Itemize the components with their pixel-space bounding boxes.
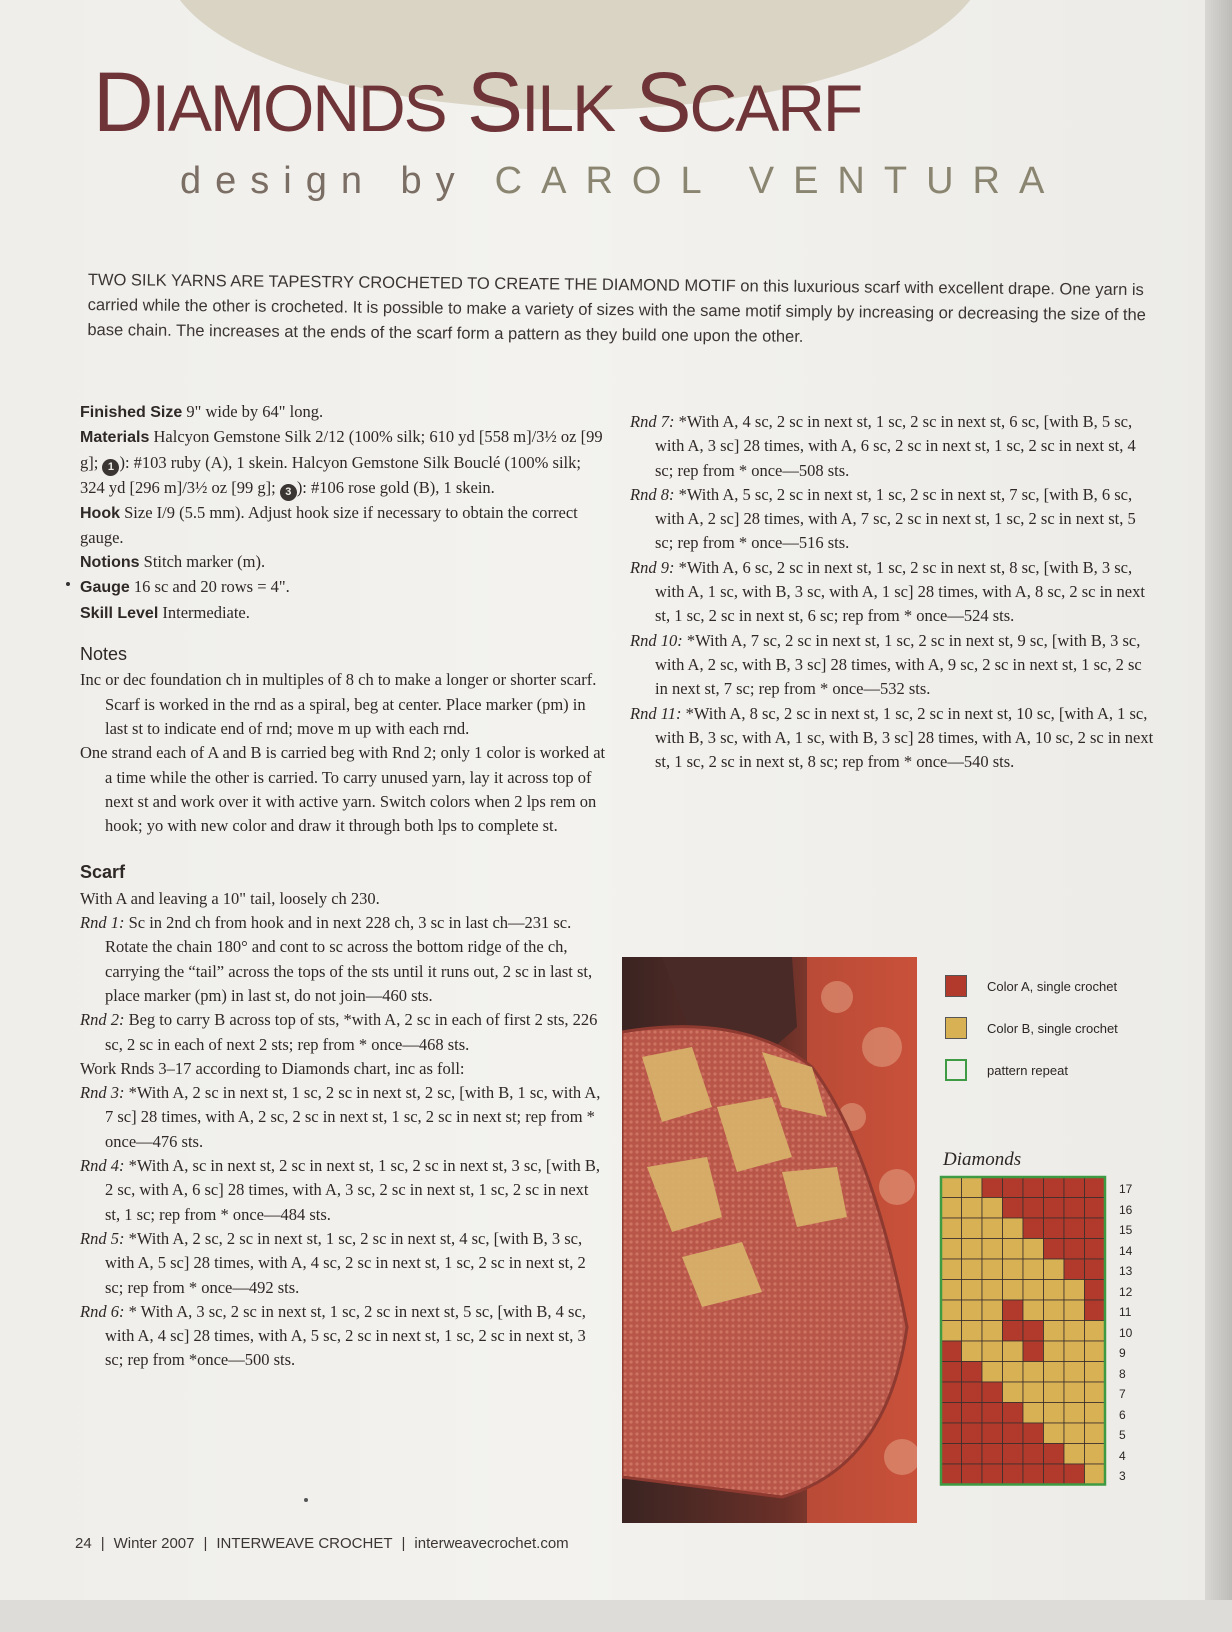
round-text: *With A, 6 sc, 2 sc in next st, 1 sc, 2 sc in next st, 8 sc, [with B, 3 sc, with A, 1 sc, with B, 3 sc, with A, 1 sc] 28 times, with A, 8 sc, 2 sc in next st, 1 sc, 2 sc in next st, 6 sc; rep from * once—524 sts. xyxy=(655,557,1145,626)
chart-cell xyxy=(1085,1423,1106,1444)
chart-cell xyxy=(962,1444,983,1465)
page-number: 24 xyxy=(75,1535,92,1552)
spec-text: ): #106 rose gold (B), 1 skein. xyxy=(296,477,495,497)
chart-cell xyxy=(1085,1177,1106,1198)
scarf-photo xyxy=(622,957,917,1523)
chart-cell xyxy=(982,1464,1003,1485)
intro-lead: TWO SILK YARNS ARE TAPESTRY CROCHETED TO CREATE THE DIAMOND MOTIF xyxy=(87,270,736,296)
chart-cell xyxy=(982,1341,1003,1362)
chart-cell xyxy=(941,1403,962,1424)
chart-cell xyxy=(1044,1300,1065,1321)
round-label: Rnd 5: xyxy=(80,1228,125,1248)
footer-separator: | xyxy=(203,1535,208,1552)
chart-cell xyxy=(1085,1259,1106,1280)
magazine-name: INTERWEAVE CROCHET xyxy=(216,1535,393,1552)
byline-author: CAROL VENTURA xyxy=(494,160,1064,202)
round-instruction xyxy=(630,702,1155,775)
chart-cell xyxy=(1023,1341,1044,1362)
chart-cell xyxy=(1085,1280,1106,1301)
legend-swatch-color-a xyxy=(945,975,967,997)
chart-cell xyxy=(1064,1198,1085,1219)
chart-cell xyxy=(1003,1362,1024,1383)
chart-cell xyxy=(1064,1300,1085,1321)
chart-cell xyxy=(982,1177,1003,1198)
chart-cell xyxy=(1023,1464,1044,1485)
chart-cell xyxy=(1064,1259,1085,1280)
chart-cell xyxy=(1003,1198,1024,1219)
round-text: *With A, 4 sc, 2 sc in next st, 1 sc, 2 sc in next st, 6 sc, [with B, 5 sc, with A, 3 sc] 28 times, with A, 6 sc, 2 sc in next st, 1 sc, 2 sc in next st, 4 sc; rep from * once—508 sts. xyxy=(655,412,1136,480)
chart-cell xyxy=(982,1321,1003,1342)
chart-cell xyxy=(941,1300,962,1321)
round-text: Beg to carry B across top of sts, *with A, 2 sc in each of first 2 sts, 226 sc, 2 sc in each of next 2 sts; rep from * once—468 sts. xyxy=(105,1010,598,1054)
spec-label: Finished Size xyxy=(80,404,183,421)
chart-cell xyxy=(962,1403,983,1424)
chart-cell xyxy=(982,1403,1003,1424)
chart-row-label: 4 xyxy=(1119,1448,1126,1463)
chart-cell xyxy=(941,1362,962,1383)
chart-cell xyxy=(1085,1464,1106,1485)
yarn-weight-icon: 1 xyxy=(102,459,119,476)
chart-cell xyxy=(1064,1362,1085,1383)
round-instruction xyxy=(630,410,1155,483)
round-instruction xyxy=(630,556,1155,629)
chart-row-label: 8 xyxy=(1119,1366,1126,1381)
chart-cell xyxy=(962,1341,983,1362)
spec-hook xyxy=(80,501,607,551)
chart-cell xyxy=(982,1280,1003,1301)
chart-cell xyxy=(1044,1198,1065,1219)
title-word: IAMONDS xyxy=(151,71,446,145)
round-instruction xyxy=(630,629,1155,702)
footer-separator: | xyxy=(401,1535,406,1552)
chart-cell xyxy=(962,1218,983,1239)
notes-paragraph: One strand each of A and B is carried beg with Rnd 2; only 1 color is worked at a time while the other is carried. To carry unused yarn, lay it across top of next st and work over it with active yarn. Switch colors when 2 lps rem on hook; yo with new color and draw it through both lps to complete st. xyxy=(80,743,606,836)
chart-cell xyxy=(1003,1280,1024,1301)
chart-row-label: 17 xyxy=(1119,1182,1133,1196)
byline xyxy=(180,160,1063,203)
legend-label: pattern repeat xyxy=(987,1063,1068,1078)
round-text: *With A, 2 sc in next st, 1 sc, 2 sc in next st, 2 sc, [with B, 1 sc, with A, 7 sc] 28 times, with A, 2 sc, 2 sc in next st, 1 sc, 2 sc in next st; rep from * once—476 sts. xyxy=(105,1083,601,1151)
chart-row-label: 14 xyxy=(1119,1243,1133,1258)
round-text: *With A, 2 sc, 2 sc in next st, 1 sc, 2 sc in next st, 4 sc, [with B, 3 sc, with A, 5 sc] 28 times, with A, 4 sc, 2 sc in next st, 1 sc, 2 sc in next st, 2 sc; rep from * once—492 sts. xyxy=(105,1228,586,1297)
spec-notions xyxy=(80,550,607,575)
chart-cell xyxy=(982,1239,1003,1260)
chart-cell xyxy=(941,1341,962,1362)
round-label: Rnd 11: xyxy=(630,703,682,723)
chart-title: Diamonds xyxy=(943,1149,1022,1170)
chart-cell xyxy=(1064,1423,1085,1444)
chart-cell xyxy=(941,1444,962,1465)
spec-text: ): #103 ruby (A), 1 skein. Halcyon Gemstone Silk Bouclé (100% silk; 324 yd [296 m]/3½ oz [99 g]; xyxy=(80,452,581,497)
chart-cell xyxy=(941,1382,962,1403)
spec-finished-size xyxy=(80,400,607,425)
chart-row-label: 12 xyxy=(1119,1284,1133,1299)
chart-cell xyxy=(962,1259,983,1280)
chart-cell xyxy=(1023,1177,1044,1198)
intro-text: on this luxurious scarf with excellent drape. One yarn is carried while the other is crocheted. It is possible to make a variety of sizes with the same motif simply by increasing or decreasing the size of the base chain. The increases at the ends of the scarf form a pattern as they build one upon the other. xyxy=(87,277,1146,346)
chart-cell xyxy=(1085,1218,1106,1239)
round-label: Rnd 3: xyxy=(80,1083,125,1103)
chart-cell xyxy=(1044,1239,1065,1260)
chart-cell xyxy=(1044,1280,1065,1301)
spec-materials xyxy=(80,425,607,500)
byline-prefix: design by xyxy=(180,160,469,202)
chart-cell xyxy=(982,1444,1003,1465)
spec-label: Materials xyxy=(80,429,150,447)
chart-row-label: 16 xyxy=(1119,1202,1133,1217)
round-instruction xyxy=(80,911,607,1008)
chart-cell xyxy=(982,1259,1003,1280)
chart-cell xyxy=(1003,1464,1024,1485)
round-text: *With A, 7 sc, 2 sc in next st, 1 sc, 2 sc in next st, 9 sc, [with B, 3 sc, with A, 2 sc, with B, 3 sc] 28 times, with A, 9 sc, 2 sc in next st, 1 sc, 2 sc in next st, 7 sc; rep from * once—532 sts. xyxy=(655,630,1142,699)
chart-cell xyxy=(1044,1444,1065,1465)
round-label: Rnd 7: xyxy=(630,412,675,431)
chart-cell xyxy=(1003,1300,1024,1321)
chart-cell xyxy=(1003,1259,1024,1280)
chart-cell xyxy=(1064,1444,1085,1465)
chart-cell xyxy=(962,1300,983,1321)
intro-paragraph xyxy=(87,268,1148,353)
legend-label: Color A, single crochet xyxy=(987,979,1118,994)
chart-cell xyxy=(1023,1382,1044,1403)
chart-cell xyxy=(1064,1382,1085,1403)
round-label: Rnd 9: xyxy=(630,557,675,577)
chart-cell xyxy=(941,1198,962,1219)
round-label: Rnd 6: xyxy=(80,1301,125,1321)
round-label: Rnd 4: xyxy=(80,1156,125,1176)
chart-cell xyxy=(962,1321,983,1342)
chart-cell xyxy=(962,1239,983,1260)
chart-cell xyxy=(1003,1341,1024,1362)
issue-date: Winter 2007 xyxy=(113,1535,195,1552)
chart-cell xyxy=(982,1362,1003,1383)
chart-cell xyxy=(962,1382,983,1403)
chart-cell xyxy=(1085,1321,1106,1342)
title-initial: S xyxy=(635,55,690,149)
chart-cell xyxy=(962,1362,983,1383)
round-text: *With A, 8 sc, 2 sc in next st, 1 sc, 2 sc in next st, 10 sc, [with A, 1 sc, with B, 3 sc, with A, 1 sc, with B, 3 sc] 28 times, with A, 10 sc, 2 sc in next st, 1 sc, 2 sc in next st, 8 sc; rep from * once—540 sts. xyxy=(655,703,1154,772)
chart-cell xyxy=(1085,1403,1106,1424)
spec-text: 16 sc and 20 rows = 4". xyxy=(129,577,290,597)
chart-cell xyxy=(1023,1300,1044,1321)
chart-cell xyxy=(941,1321,962,1342)
title-initial: S xyxy=(467,55,522,149)
chart-instruction: Work Rnds 3–17 according to Diamonds chart, inc as foll: xyxy=(80,1058,465,1078)
chart-cell xyxy=(1023,1259,1044,1280)
chart-cell xyxy=(1044,1321,1065,1342)
stray-mark xyxy=(304,1498,308,1502)
chart-cell xyxy=(1044,1362,1065,1383)
chart-row-label: 13 xyxy=(1119,1264,1133,1278)
chart-cell xyxy=(1044,1403,1065,1424)
round-instruction xyxy=(630,483,1155,556)
chart-cell xyxy=(1023,1444,1044,1465)
chart-cell xyxy=(962,1177,983,1198)
chart-cell xyxy=(1003,1218,1024,1239)
chart-cell xyxy=(941,1464,962,1485)
right-column xyxy=(630,410,1155,774)
chart-cell xyxy=(1023,1423,1044,1444)
chart-cell xyxy=(1023,1362,1044,1383)
chart-row-label: 10 xyxy=(1119,1325,1133,1340)
round-instruction xyxy=(80,1227,607,1300)
chart-cell xyxy=(1085,1300,1106,1321)
chart-cell xyxy=(941,1177,962,1198)
spec-text: Halcyon Gemstone Silk 2/12 (100% silk; 610 yd [558 m]/3½ oz [99 g]; xyxy=(80,427,603,472)
legend-swatch-pattern-repeat xyxy=(945,1059,967,1081)
chart-cell xyxy=(1023,1239,1044,1260)
legend-swatch-color-b xyxy=(945,1017,967,1039)
chart-cell xyxy=(1044,1382,1065,1403)
website-url: interweavecrochet.com xyxy=(414,1535,569,1552)
chart-cell xyxy=(1085,1362,1106,1383)
chart-cell xyxy=(1044,1423,1065,1444)
notes-paragraph: Inc or dec foundation ch in multiples of 8 ch to make a longer or shorter scarf. Scarf is worked in the rnd as a spiral, beg at center. Place marker (pm) in last st to indicate end of rnd; move m up with each rnd. xyxy=(80,670,597,738)
chart-cell xyxy=(982,1218,1003,1239)
spec-text: 9" wide by 64" long. xyxy=(182,402,324,421)
title-initial: D xyxy=(93,55,152,149)
chart-cell xyxy=(1085,1198,1106,1219)
chart-cell xyxy=(1064,1321,1085,1342)
chart-cell xyxy=(982,1382,1003,1403)
round-label: Rnd 8: xyxy=(630,484,675,504)
chart-cell xyxy=(941,1259,962,1280)
chart-cell xyxy=(962,1464,983,1485)
chart-cell xyxy=(1085,1239,1106,1260)
chart-cell xyxy=(1064,1218,1085,1239)
title-word: CARF xyxy=(689,71,862,145)
chart-cell xyxy=(1003,1423,1024,1444)
left-column xyxy=(80,400,607,1373)
round-text: * With A, 3 sc, 2 sc in next st, 1 sc, 2 sc in next st, 5 sc, [with B, 4 sc, with A, 4 sc] 28 times, with A, 5 sc, 2 sc in next st, 1 sc, 2 sc in next st, 3 sc; rep from *once—500 sts. xyxy=(105,1301,586,1370)
chart-cell xyxy=(1003,1321,1024,1342)
chart-cell xyxy=(982,1423,1003,1444)
chart-cell xyxy=(1044,1218,1065,1239)
round-text: *With A, sc in next st, 2 sc in next st, 1 sc, 2 sc in next st, 3 sc, [with B, 2 sc, with A, 6 sc] 28 times, with A, 3 sc, 2 sc in next st, 1 sc, 2 sc in next st, 1 sc; rep from * once—484 sts. xyxy=(105,1156,600,1224)
footer-separator: | xyxy=(100,1535,105,1552)
chart-cell xyxy=(962,1280,983,1301)
diamonds-chart-grid xyxy=(939,1175,1109,1497)
chart-cell xyxy=(1023,1198,1044,1219)
chart-cell xyxy=(1003,1403,1024,1424)
chart-cell xyxy=(1003,1177,1024,1198)
spec-gauge xyxy=(80,575,607,600)
round-label: Rnd 10: xyxy=(630,630,683,650)
round-instruction xyxy=(80,1081,607,1154)
chart-cell xyxy=(1023,1321,1044,1342)
chart-cell xyxy=(1003,1239,1024,1260)
chart-cell xyxy=(1023,1403,1044,1424)
chart-cell xyxy=(1064,1177,1085,1198)
chart-cell xyxy=(982,1300,1003,1321)
chart-cell xyxy=(1023,1218,1044,1239)
chart-cell xyxy=(1064,1341,1085,1362)
round-text: *With A, 5 sc, 2 sc in next st, 1 sc, 2 sc in next st, 7 sc, [with B, 6 sc, with A, 2 sc] 28 times, with A, 7 sc, 2 sc in next st, 1 sc, 2 sc in next st, 5 sc; rep from * once—516 sts. xyxy=(655,484,1136,553)
chart-cell xyxy=(1085,1382,1106,1403)
round-instruction xyxy=(80,1008,607,1057)
chart-cell xyxy=(1085,1341,1106,1362)
round-label: Rnd 1: xyxy=(80,913,125,933)
scarf-intro: With A and leaving a 10" tail, loosely ch 230. xyxy=(80,888,380,908)
round-instruction xyxy=(80,1154,607,1227)
spec-text: Intermediate. xyxy=(158,602,250,622)
chart-cell xyxy=(1044,1464,1065,1485)
chart-cell xyxy=(1003,1444,1024,1465)
round-instruction xyxy=(80,1300,607,1373)
chart-cell xyxy=(1044,1177,1065,1198)
stray-mark xyxy=(66,582,70,586)
page-footer xyxy=(75,1535,569,1552)
chart-cell xyxy=(1064,1464,1085,1485)
spec-label: Hook xyxy=(80,504,120,522)
chart-cell xyxy=(1064,1403,1085,1424)
spec-label: Skill Level xyxy=(80,604,159,622)
chart-row-label: 3 xyxy=(1119,1469,1126,1483)
spec-label: Gauge xyxy=(80,579,130,597)
chart-row-label: 5 xyxy=(1119,1428,1126,1442)
chart-cell xyxy=(941,1218,962,1239)
yarn-weight-icon: 3 xyxy=(280,484,297,501)
chart-row-label: 15 xyxy=(1119,1223,1133,1237)
spec-skill-level xyxy=(80,601,607,626)
chart-row-label: 9 xyxy=(1119,1346,1126,1360)
chart-cell xyxy=(1064,1239,1085,1260)
scan-bottom-strip xyxy=(0,1600,1232,1632)
scarf-heading: Scarf xyxy=(80,862,126,883)
chart-cell xyxy=(941,1280,962,1301)
round-label: Rnd 2: xyxy=(80,1010,125,1030)
chart-row-label: 11 xyxy=(1119,1305,1132,1319)
chart-cell xyxy=(941,1423,962,1444)
chart-cell xyxy=(982,1198,1003,1219)
spec-text: Size I/9 (5.5 mm). Adjust hook size if necessary to obtain the correct gauge. xyxy=(80,502,578,547)
chart-cell xyxy=(941,1239,962,1260)
notes-heading: Notes xyxy=(80,644,128,665)
page-edge xyxy=(1205,0,1232,1632)
scarf-photo-illustration xyxy=(622,957,917,1523)
chart-cell xyxy=(962,1423,983,1444)
chart-cell xyxy=(962,1198,983,1219)
title-word: ILK xyxy=(521,71,615,145)
round-text: Sc in 2nd ch from hook and in next 228 ch, 3 sc in last ch—231 sc. Rotate the chain 180° and cont to sc across the bottom ridge of the ch, carrying the “tail” across the tops of the sts until it runs out, 2 sc in last st, place marker (pm) in last st, do not join—460 sts. xyxy=(105,913,593,1005)
chart-cell xyxy=(1003,1382,1024,1403)
legend-label: Color B, single crochet xyxy=(987,1021,1118,1036)
chart-cell xyxy=(1023,1280,1044,1301)
chart-cell xyxy=(1064,1280,1085,1301)
chart-cell xyxy=(1085,1444,1106,1465)
chart-row-label: 6 xyxy=(1119,1407,1126,1422)
spec-label: Notions xyxy=(80,554,140,572)
article-title xyxy=(93,52,861,158)
chart-cell xyxy=(1044,1259,1065,1280)
chart-row-label: 7 xyxy=(1119,1387,1126,1401)
spec-text: Stitch marker (m). xyxy=(139,552,266,572)
chart-cell xyxy=(1044,1341,1065,1362)
